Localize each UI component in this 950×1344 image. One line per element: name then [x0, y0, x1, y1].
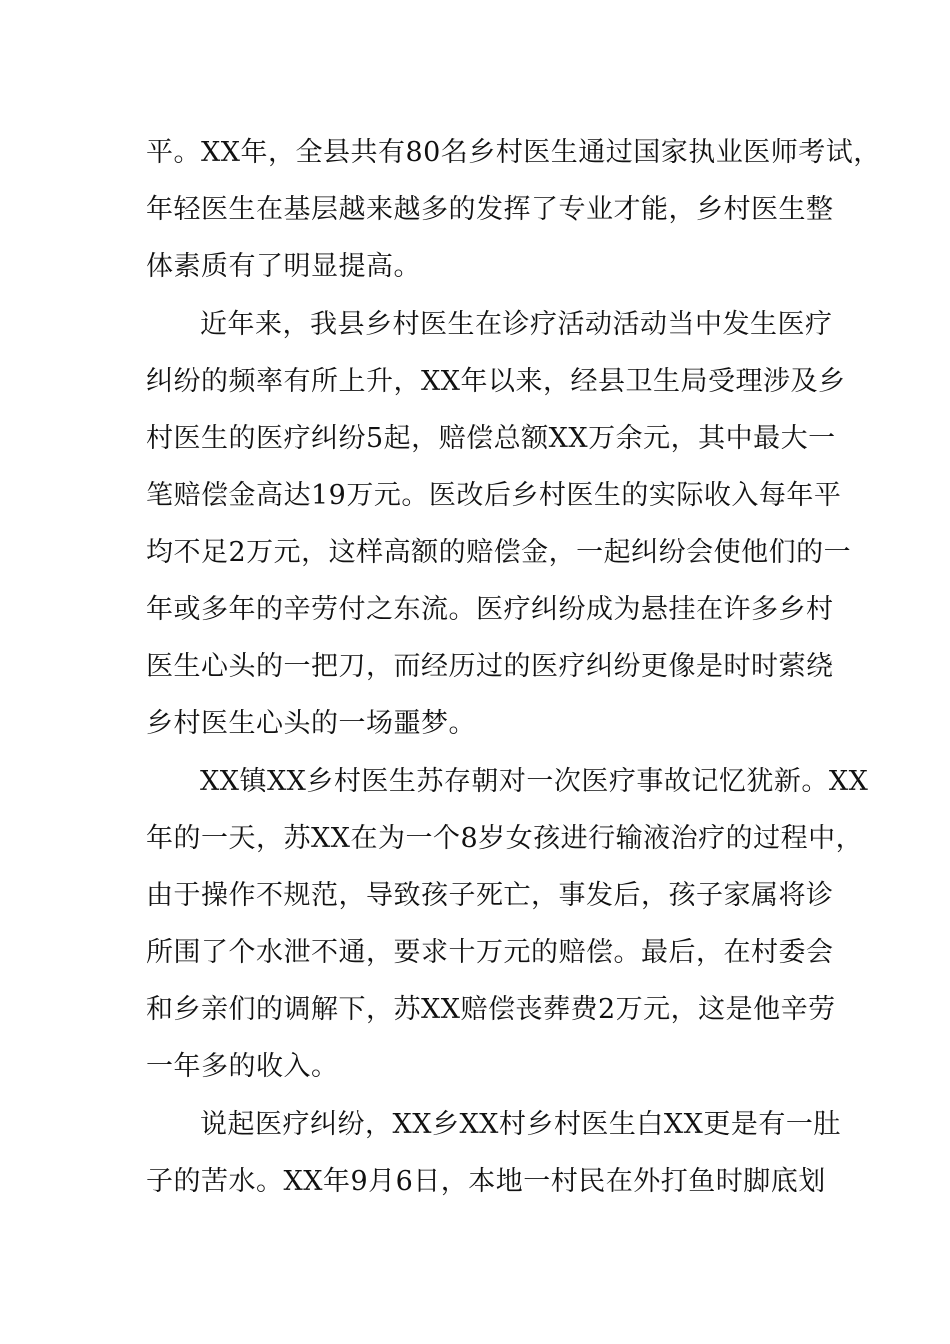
text-line: 笔赔偿金高达19万元。医改后乡村医生的实际收入每年平 — [146, 480, 842, 511]
text-line: 平。XX年，全县共有80名乡村医生通过国家执业医师考试， — [146, 137, 881, 168]
text-line: 和乡亲们的调解下，苏XX赔偿丧葬费2万元，这是他辛劳 — [146, 994, 836, 1025]
text-line: 均不足2万元，这样高额的赔偿金，一起纠纷会使他们的一 — [146, 537, 852, 568]
text-line: 村医生的医疗纠纷5起，赔偿总额XX万余元，其中最大一 — [146, 423, 836, 454]
text-line: 乡村医生心头的一场噩梦。 — [146, 708, 476, 739]
paragraph-start-line: 说起医疗纠纷，XX乡XX村乡村医生白XX更是有一肚 — [200, 1109, 841, 1140]
text-line: 医生心头的一把刀，而经历过的医疗纠纷更像是时时萦绕 — [146, 651, 834, 682]
text-line: 年的一天，苏XX在为一个8岁女孩进行输液治疗的过程中， — [146, 823, 864, 854]
text-line: 年轻医生在基层越来越多的发挥了专业才能，乡村医生整 — [146, 194, 834, 225]
text-line: 所围了个水泄不通，要求十万元的赔偿。最后，在村委会 — [146, 937, 834, 968]
paragraph-start-line: 近年来，我县乡村医生在诊疗活动活动当中发生医疗 — [200, 309, 833, 340]
text-line: 纠纷的频率有所上升，XX年以来，经县卫生局受理涉及乡 — [146, 366, 846, 397]
text-line: 子的苦水。XX年9月6日，本地一村民在外打鱼时脚底划 — [146, 1166, 826, 1197]
text-line: 由于操作不规范，导致孩子死亡，事发后，孩子家属将诊 — [146, 880, 834, 911]
text-line: 年或多年的辛劳付之东流。医疗纠纷成为悬挂在许多乡村 — [146, 594, 834, 625]
paragraph-start-line: XX镇XX乡村医生苏存朝对一次医疗事故记忆犹新。XX — [200, 766, 869, 797]
text-line: 体素质有了明显提高。 — [146, 251, 421, 282]
text-line: 一年多的收入。 — [146, 1051, 339, 1082]
